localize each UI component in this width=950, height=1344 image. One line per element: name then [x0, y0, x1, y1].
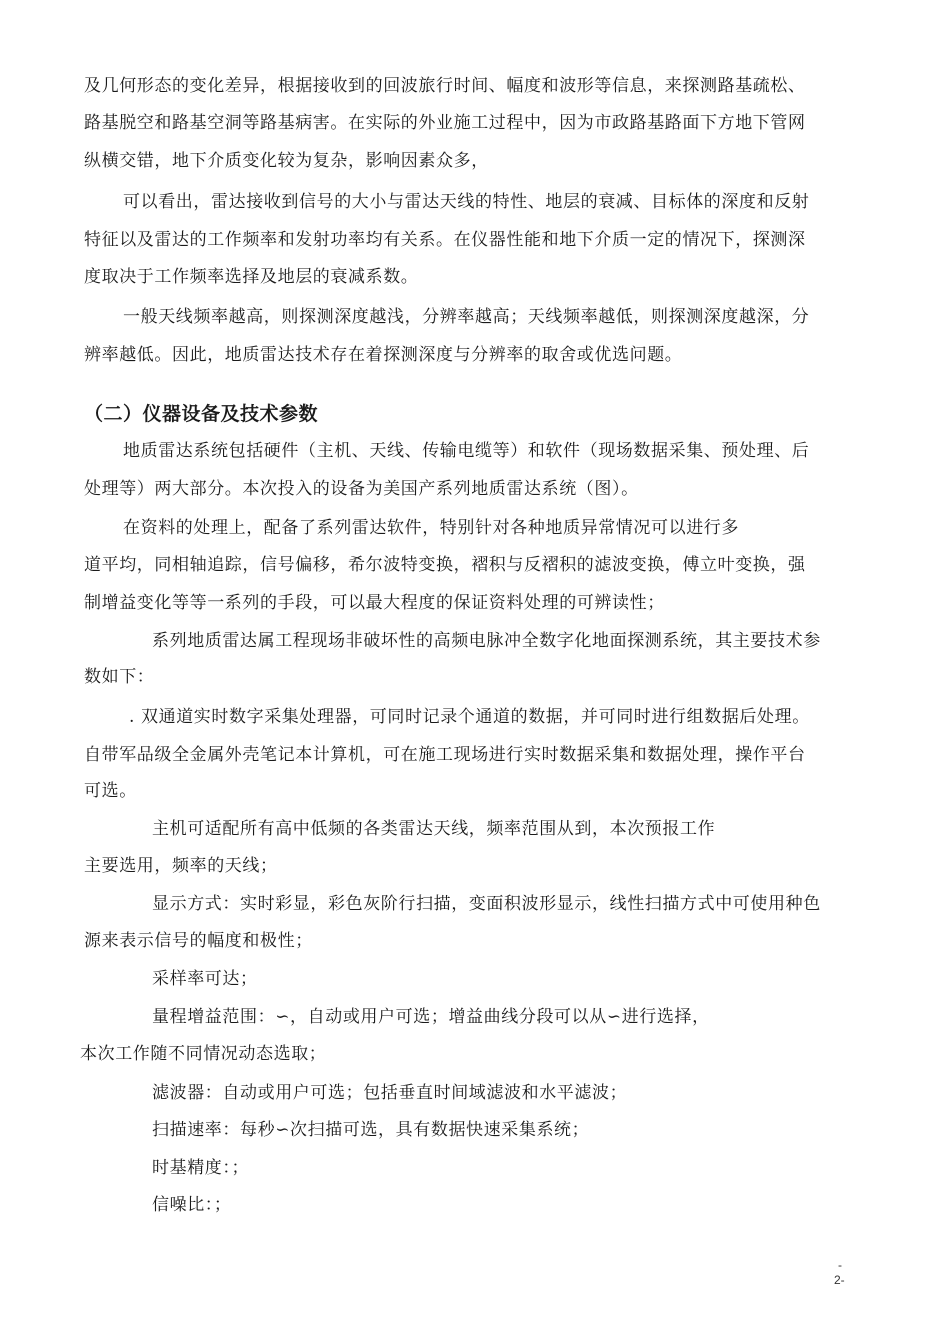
body-line: 源来表示信号的幅度和极性；: [84, 931, 313, 951]
body-line: 采样率可达；: [152, 969, 258, 989]
body-line: 量程增益范围：∽，自动或用户可选；增益曲线分段可以从∽进行选择，: [152, 1007, 710, 1027]
body-line: . 双通道实时数字采集处理器，可同时记录个通道的数据，并可同时进行组数据后处理。: [129, 707, 810, 727]
body-line: 纵横交错，地下介质变化较为复杂，影响因素众多，: [84, 151, 489, 171]
body-line: 处理等）两大部分。本次投入的设备为美国产系列地质雷达系统（图）。: [84, 479, 639, 499]
body-line: 地质雷达系统包括硬件（主机、天线、传输电缆等）和软件（现场数据采集、预处理、后: [123, 441, 810, 461]
body-line: 时基精度：；: [152, 1158, 250, 1178]
body-line: 显示方式：实时彩显，彩色灰阶行扫描，变面积波形显示，线性扫描方式中可使用种色: [152, 894, 821, 914]
body-line: 一般天线频率越高，则探测深度越浅，分辨率越高；天线频率越低，则探测深度越深，分: [123, 307, 810, 327]
body-line: 特征以及雷达的工作频率和发射功率均有关系。在仪器性能和地下介质一定的情况下，探测深: [84, 230, 806, 250]
body-line: 可选。: [84, 781, 137, 801]
body-line: 扫描速率：每秒∽次扫描可选，具有数据快速采集系统；: [152, 1120, 590, 1140]
page-number-dash: -: [838, 1258, 842, 1272]
body-line: 路基脱空和路基空洞等路基病害。在实际的外业施工过程中，因为市政路基路面下方地下管网: [84, 113, 806, 133]
page-number: 2-: [834, 1273, 845, 1287]
body-line: 主机可适配所有高中低频的各类雷达天线，频率范围从到，本次预报工作: [152, 819, 716, 839]
body-line: 辨率越低。因此，地质雷达技术存在着探测深度与分辨率的取舍或优选问题。: [84, 345, 683, 365]
section-heading: （二）仪器设备及技术参数: [84, 403, 319, 425]
body-line: 自带军品级全金属外壳笔记本计算机，可在施工现场进行实时数据采集和数据处理，操作平台: [84, 745, 806, 765]
body-line: 信噪比：；: [152, 1195, 232, 1215]
body-line: 度取决于工作频率选择及地层的衰减系数。: [84, 267, 419, 287]
body-line: 数如下：: [84, 667, 155, 687]
body-line: 制增益变化等等一系列的手段，可以最大程度的保证资料处理的可辨读性；: [84, 593, 665, 613]
body-line: 道平均，同相轴追踪，信号偏移，希尔波特变换，褶积与反褶积的滤波变换，傅立叶变换，强: [84, 555, 806, 575]
body-line: 在资料的处理上，配备了系列雷达软件，特别针对各种地质异常情况可以进行多: [123, 518, 739, 538]
body-line: 主要选用，频率的天线；: [84, 856, 278, 876]
body-line: 可以看出，雷达接收到信号的大小与雷达天线的特性、地层的衰减、目标体的深度和反射: [123, 192, 810, 212]
body-line: 系列地质雷达属工程现场非破坏性的高频电脉冲全数字化地面探测系统，其主要技术参: [152, 631, 821, 651]
body-line: 本次工作随不同情况动态选取；: [80, 1044, 327, 1064]
body-line: 滤波器：自动或用户可选；包括垂直时间域滤波和水平滤波；: [152, 1083, 628, 1103]
body-line: 及几何形态的变化差异，根据接收到的回波旅行时间、幅度和波形等信息，来探测路基疏松、: [84, 76, 806, 96]
